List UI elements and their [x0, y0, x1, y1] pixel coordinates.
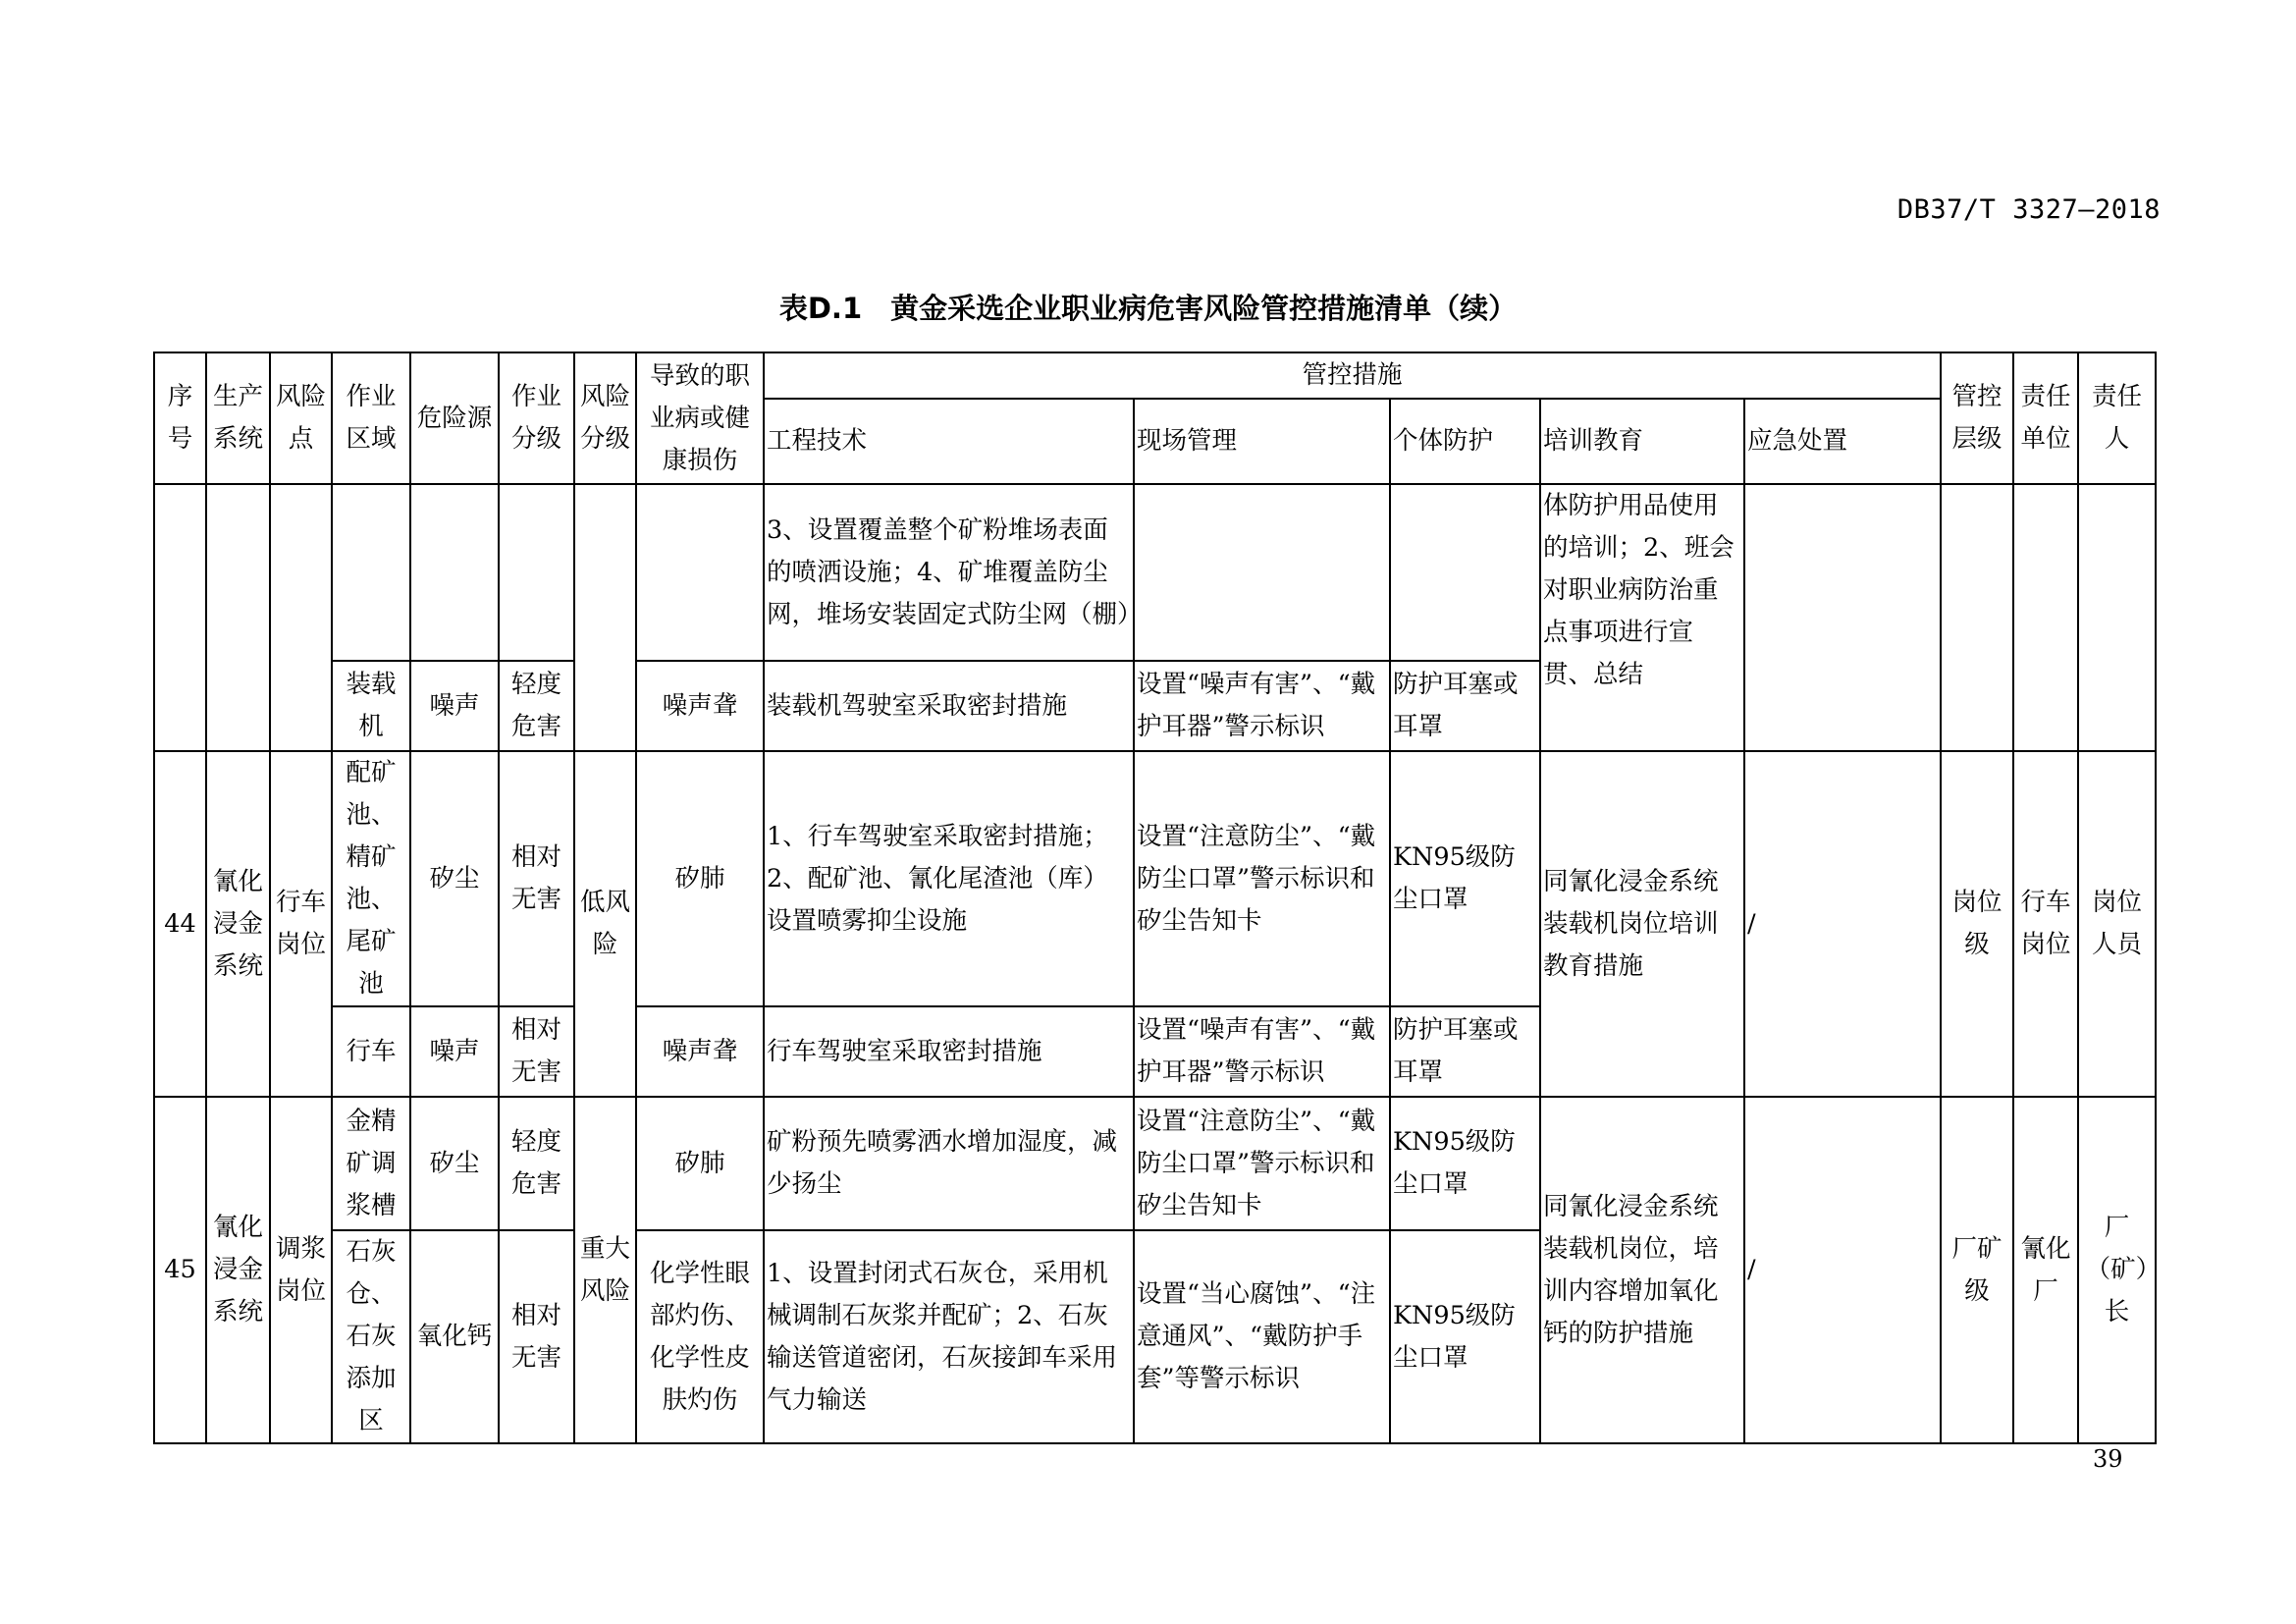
cell-ppe: KN95级防尘口罩 [1390, 1097, 1540, 1230]
cell-ppe: 防护耳塞或耳罩 [1390, 661, 1540, 751]
header-control-level: 管控层级 [1941, 352, 2013, 484]
document-code: DB37/T 3327—2018 [1896, 194, 2161, 225]
cell-work-grade: 相对无害 [499, 1006, 574, 1097]
header-risk-grade: 风险分级 [574, 352, 636, 484]
cell-hazard-source: 氧化钙 [410, 1230, 499, 1443]
cell-hazard-source: 噪声 [410, 1006, 499, 1097]
cell-seq: 45 [154, 1097, 206, 1443]
cell-site-mgmt: 设置“噪声有害”、“戴护耳器”警示标识 [1134, 1006, 1390, 1097]
header-control-measures: 管控措施 [764, 352, 1941, 399]
cell-seq: 44 [154, 751, 206, 1097]
table-row [154, 751, 2156, 1006]
cell-work-area: 装载机 [332, 661, 410, 751]
cell-engineering: 矿粉预先喷雾洒水增加湿度，减少扬尘 [764, 1097, 1134, 1230]
table-row [154, 484, 2156, 661]
cell-site-mgmt: 设置“注意防尘”、“戴防尘口罩”警示标识和矽尘告知卡 [1134, 751, 1390, 1006]
cell-disease: 化学性眼部灼伤、化学性皮肤灼伤 [636, 1230, 764, 1443]
cell-site-mgmt: 设置“注意防尘”、“戴防尘口罩”警示标识和矽尘告知卡 [1134, 1097, 1390, 1230]
header-risk-point: 风险点 [270, 352, 332, 484]
cell-engineering: 1、设置封闭式石灰仓，采用机械调制石灰浆并配矿；2、石灰输送管道密闭，石灰接卸车采用气力输送 [764, 1230, 1134, 1443]
cell-hazard-source [410, 484, 499, 661]
cell-risk-point [270, 484, 332, 751]
header-ppe: 个体防护 [1390, 399, 1540, 484]
header-training: 培训教育 [1540, 399, 1744, 484]
table-title: 表D.1 黄金采选企业职业病危害风险管控措施清单（续） [778, 292, 1518, 325]
header-emergency: 应急处置 [1744, 399, 1941, 484]
cell-control-level [1941, 484, 2013, 751]
cell-control-level: 岗位级 [1941, 751, 2013, 1097]
cell-site-mgmt [1134, 484, 1390, 661]
header-disease: 导致的职业病或健康损伤 [636, 352, 764, 484]
header-site-mgmt: 现场管理 [1134, 399, 1390, 484]
header-resp-person: 责任人 [2078, 352, 2156, 484]
cell-ppe: KN95级防尘口罩 [1390, 1230, 1540, 1443]
cell-resp-unit: 行车岗位 [2013, 751, 2078, 1097]
cell-resp-unit [2013, 484, 2078, 751]
cell-disease: 矽肺 [636, 1097, 764, 1230]
cell-disease: 矽肺 [636, 751, 764, 1006]
header-hazard-source: 危险源 [410, 352, 499, 484]
header-system: 生产系统 [206, 352, 270, 484]
cell-risk-grade [574, 484, 636, 751]
cell-hazard-source: 噪声 [410, 661, 499, 751]
cell-site-mgmt: 设置“噪声有害”、“戴护耳器”警示标识 [1134, 661, 1390, 751]
cell-risk-grade: 低风险 [574, 751, 636, 1097]
cell-emergency: / [1744, 1097, 1941, 1443]
header-seq: 序号 [154, 352, 206, 484]
cell-risk-point: 调浆岗位 [270, 1097, 332, 1443]
cell-ppe: KN95级防尘口罩 [1390, 751, 1540, 1006]
cell-work-grade: 轻度危害 [499, 1097, 574, 1230]
cell-work-grade: 相对无害 [499, 1230, 574, 1443]
cell-work-grade [499, 484, 574, 661]
cell-system [206, 484, 270, 751]
page-number: 39 [2093, 1445, 2123, 1473]
cell-emergency: / [1744, 751, 1941, 1097]
cell-risk-point: 行车岗位 [270, 751, 332, 1097]
cell-resp-person: 岗位人员 [2078, 751, 2156, 1097]
header-engineering: 工程技术 [764, 399, 1134, 484]
risk-control-table [153, 352, 2157, 1444]
cell-system: 氰化浸金系统 [206, 1097, 270, 1443]
cell-disease: 噪声聋 [636, 661, 764, 751]
cell-seq [154, 484, 206, 751]
cell-work-grade: 轻度危害 [499, 661, 574, 751]
header-work-area: 作业区域 [332, 352, 410, 484]
header-resp-unit: 责任单位 [2013, 352, 2078, 484]
cell-work-area: 石灰仓、石灰添加区 [332, 1230, 410, 1443]
cell-hazard-source: 矽尘 [410, 751, 499, 1006]
cell-ppe: 防护耳塞或耳罩 [1390, 1006, 1540, 1097]
cell-work-grade: 相对无害 [499, 751, 574, 1006]
header-row [154, 352, 2156, 399]
cell-engineering: 1、行车驾驶室采取密封措施；2、配矿池、氰化尾渣池（库）设置喷雾抑尘设施 [764, 751, 1134, 1006]
header-work-grade: 作业分级 [499, 352, 574, 484]
cell-training: 同氰化浸金系统装载机岗位，培训内容增加氧化钙的防护措施 [1540, 1097, 1744, 1443]
cell-work-area [332, 484, 410, 661]
cell-work-area: 金精矿调浆槽 [332, 1097, 410, 1230]
cell-emergency [1744, 484, 1941, 751]
cell-disease: 噪声聋 [636, 1006, 764, 1097]
cell-system: 氰化浸金系统 [206, 751, 270, 1097]
cell-resp-unit: 氰化厂 [2013, 1097, 2078, 1443]
cell-work-area: 配矿池、精矿池、尾矿池 [332, 751, 410, 1006]
cell-engineering: 行车驾驶室采取密封措施 [764, 1006, 1134, 1097]
cell-risk-grade: 重大风险 [574, 1097, 636, 1443]
cell-hazard-source: 矽尘 [410, 1097, 499, 1230]
cell-training: 同氰化浸金系统装载机岗位培训教育措施 [1540, 751, 1744, 1097]
cell-disease [636, 484, 764, 661]
cell-engineering: 装载机驾驶室采取密封措施 [764, 661, 1134, 751]
cell-training: 体防护用品使用的培训；2、班会对职业病防治重点事项进行宣贯、总结 [1540, 484, 1744, 751]
table-row [154, 1097, 2156, 1230]
cell-ppe [1390, 484, 1540, 661]
cell-engineering: 3、设置覆盖整个矿粉堆场表面的喷洒设施；4、矿堆覆盖防尘网，堆场安装固定式防尘网（棚） [764, 484, 1134, 661]
cell-resp-person [2078, 484, 2156, 751]
cell-resp-person: 厂（矿）长 [2078, 1097, 2156, 1443]
cell-control-level: 厂矿级 [1941, 1097, 2013, 1443]
cell-site-mgmt: 设置“当心腐蚀”、“注意通风”、“戴防护手套”等警示标识 [1134, 1230, 1390, 1443]
cell-work-area: 行车 [332, 1006, 410, 1097]
